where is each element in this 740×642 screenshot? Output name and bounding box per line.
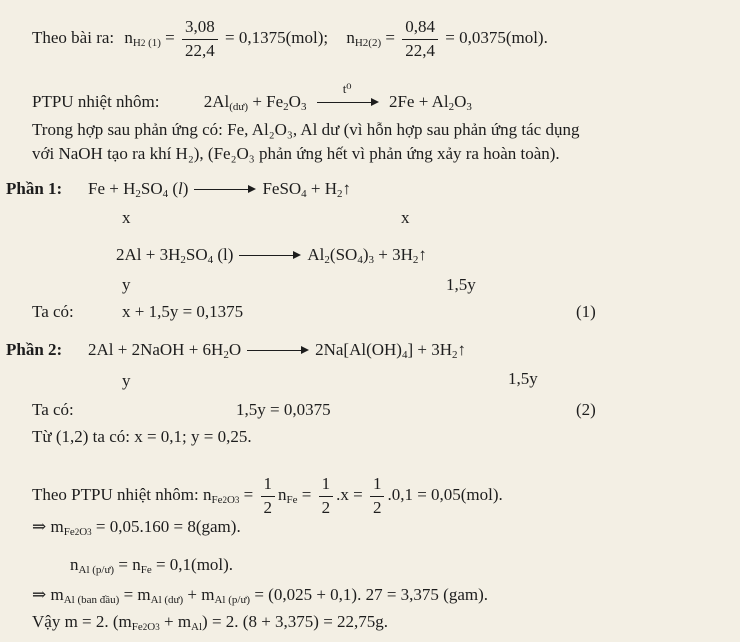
equation-2: 1,5y = 0,0375 [236, 400, 331, 419]
part-1-reaction-1: $Fe + H_2SO_4$ (l) FeSO$_4$ + $H_2↑$ [88, 179, 352, 200]
equation-1-number: (1) [576, 302, 596, 321]
thermite-label: PTPU nhiệt nhôm: [32, 92, 160, 111]
equation-2-number: (2) [576, 400, 596, 419]
reaction-arrow-icon: t⁰ [317, 98, 379, 108]
taco-2-label: Ta có: [32, 400, 74, 419]
mass-fe2o3-result: = 0,05.160 = 8(gam). [95, 517, 241, 536]
part-1-label: Phần 1: [6, 179, 63, 198]
given-label: Theo bài ra: [32, 28, 115, 48]
thermite-reaction: PTPU nhiệt nhôm: $2Al_{(dư)} + Fe_2O_3$ t⁰ $2Fe + Al_2O_3$ [32, 81, 472, 113]
part-2-label: Phần 2: [6, 340, 63, 359]
n-fe2o3-result: = 0,05(mol). [417, 485, 503, 505]
text-line-2: với NaOH tạo ra khí H₂), (Fe₂O₃ phản ứng hết vì phản ứng xảy ra hoàn toàn). [32, 144, 560, 163]
mol-x-fe: x [122, 208, 131, 227]
n-al-line: $n_{Al (p/ư)} = n_{Fe} = 0,1(mol)$. [70, 555, 234, 576]
mass-al-result: = (0,025 + 0,1). 27 = 3,375 (gam). [254, 585, 489, 604]
part-1-reaction-2: $2Al + 3H_2SO_4$ (l) $Al_2(SO_4)_3$ + $3H_2↑$ [116, 245, 427, 266]
mol-y-al: y [122, 275, 131, 294]
final-result: = 2. (8 + 3,375) = 22,75g. [211, 612, 389, 631]
h2-2-result: = 0,0375(mol). [445, 28, 548, 48]
text-line-1: Trong hợp sau phản ứng có: Fe, Al₂O₃, Al dư (vì hỗn hợp sau phản ứng tác dụng [32, 120, 580, 139]
mol-15y-h2: 1,5y [446, 275, 476, 294]
mass-al-line: ⇒ $m_{Al (ban đầu)} = m_{Al (dư)} + m_{Al (p/ư)} = (0,025 + 0,1)$. 27 = 3,375 (gam). [32, 585, 489, 606]
n-al-result: = 0,1(mol). [155, 555, 234, 574]
h2-2-fraction: $\frac{0,84}{22,4}$ [402, 18, 438, 60]
solution-line: Từ (1,2) ta có: x = 0,1; y = 0,25. [32, 427, 252, 446]
mol-x-h2: x [401, 208, 410, 227]
equation-1: x + 1,5y = 0,1375 [122, 302, 244, 321]
h2-1-fraction: $\frac{3,08}{22,4}$ [182, 18, 218, 60]
part-2-reaction: 2Al + 2NaOH + $6H_2O$ $2Na[Al(OH)_4]$ + $3H_2↑$ [88, 340, 466, 361]
mol-15y-h2-2: 1,5y [508, 369, 538, 388]
n-fe2o3-label: Theo PTPU nhiệt nhôm: [32, 485, 199, 505]
mass-fe2o3-line: ⇒ $m_{Fe2O3} = 0,05.160 = 8(gam)$. [32, 517, 241, 538]
n-fe2o3-line: Theo PTPU nhiệt nhôm: $n_{Fe2O3}$ = $\frac{1}{2}$ $n_{Fe}$ = $\frac{1}{2}$ .x = $\frac{1}{2}$ .0,1 = 0,05(mol). [32, 474, 503, 517]
taco-1-label: Ta có: [32, 302, 74, 321]
mol-y-al-2: y [122, 371, 131, 390]
h2-1-result: = 0,1375(mol); [225, 28, 329, 48]
final-line: Vậy m = 2. $(m_{Fe2O3} + m_{Al}) = 2$. (8 + 3,375) = 22,75g. [32, 612, 389, 633]
given-line: Theo bài ra: $n_{H2 (1)}$ = $\frac{3,08}{22,4}$ = 0,1375(mol); $n_{H2(2)}$ = $\frac{0,84}{22,4}$ = 0,0375(mol). [32, 17, 548, 60]
